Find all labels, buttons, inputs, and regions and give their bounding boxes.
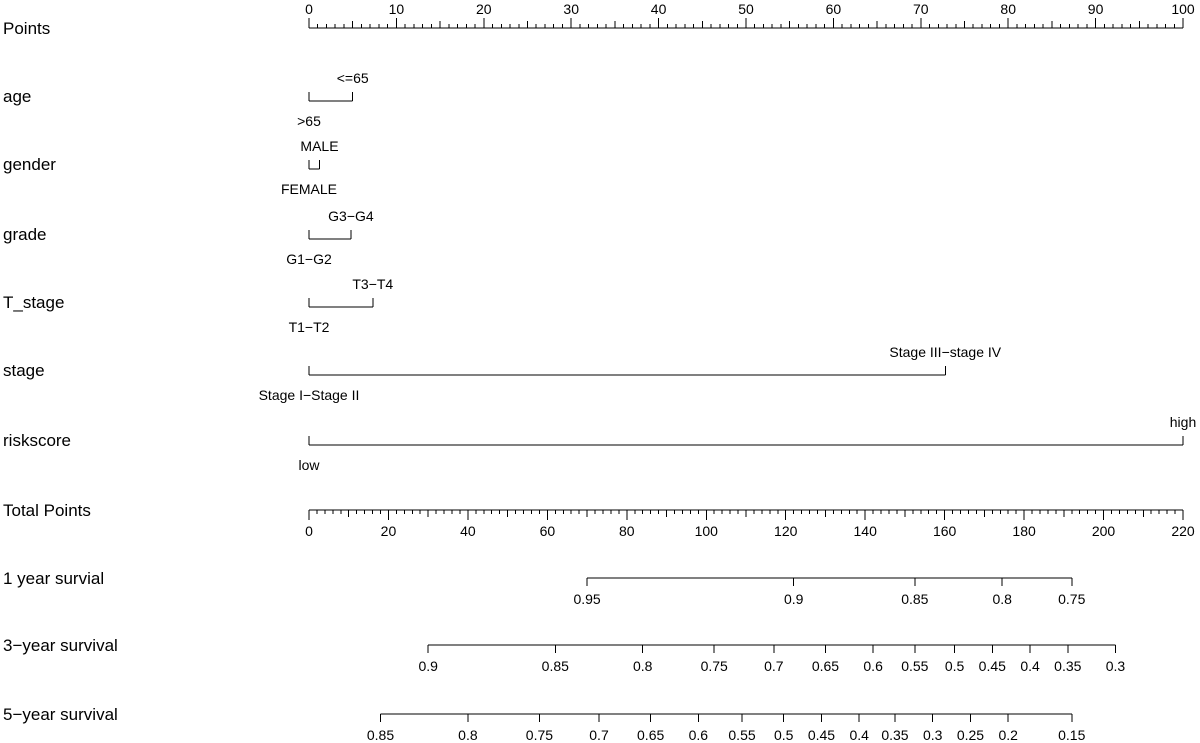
survival_3y-row-label: 3−year survival: [3, 636, 118, 655]
total_points-tick-label: 180: [1012, 523, 1036, 539]
survival_5y-tick-label: 0.8: [458, 727, 478, 743]
age-level-label: >65: [297, 113, 321, 129]
total_points-tick-label: 220: [1171, 523, 1195, 539]
gender-level-label: MALE: [300, 138, 339, 154]
stage-level-label: Stage I−Stage II: [258, 387, 360, 403]
gender-level-label: FEMALE: [280, 181, 338, 197]
survival_3y-tick-label: 0.3: [1105, 658, 1126, 674]
survival_3y-tick-label: 0.8: [632, 658, 653, 674]
total_points-tick-label: 40: [460, 523, 476, 539]
total_points-tick-label: 0: [305, 523, 313, 539]
survival_5y-tick-label: 0.7: [589, 727, 609, 743]
survival_5y-tick-label: 0.3: [922, 727, 943, 743]
points-tick-label: 30: [563, 1, 579, 17]
total_points-tick-label: 100: [694, 523, 718, 539]
survival_1y-tick-label: 0.9: [783, 591, 804, 607]
survival_5y-tick-label: 0.5: [774, 727, 794, 743]
t_stage-level-label: T1−T2: [288, 319, 330, 335]
points-tick-label: 100: [1171, 1, 1195, 17]
points-tick-label: 70: [913, 1, 929, 17]
total_points-row-label: Total Points: [3, 501, 91, 520]
total_points-tick-label: 160: [932, 523, 957, 539]
age-level-label: <=65: [336, 70, 369, 86]
survival_3y-tick-label: 0.35: [1054, 658, 1082, 674]
total_points-tick-label: 140: [853, 523, 877, 539]
survival_3y-tick-label: 0.6: [863, 658, 883, 674]
survival_5y-tick-label: 0.45: [807, 727, 836, 743]
survival_5y-tick-label: 0.65: [637, 727, 665, 743]
riskscore-row-label: riskscore: [3, 431, 72, 450]
survival_5y-tick-label: 0.55: [728, 727, 756, 743]
survival_5y-tick-label: 0.6: [688, 727, 709, 743]
points-tick-label: 0: [305, 1, 313, 17]
survival_5y-tick-label: 0.15: [1058, 727, 1086, 743]
total_points-tick-label: 20: [380, 523, 397, 539]
points-tick-label: 20: [476, 1, 492, 17]
survival_1y-row-label: 1 year survial: [3, 569, 105, 588]
gender-row-label: gender: [3, 155, 56, 174]
survival_3y-tick-label: 0.65: [811, 658, 840, 674]
survival_3y-tick-label: 0.7: [764, 658, 784, 674]
survival_1y-tick-label: 0.75: [1058, 591, 1086, 607]
points-tick-label: 40: [650, 1, 667, 17]
stage-level-label: Stage III−stage IV: [889, 344, 1002, 360]
survival_3y-tick-label: 0.4: [1020, 658, 1040, 674]
t_stage-row-label: T_stage: [3, 293, 65, 312]
total_points-tick-label: 80: [619, 523, 635, 539]
points-tick-label: 90: [1087, 1, 1104, 17]
survival_5y-tick-label: 0.85: [366, 727, 395, 743]
total_points-tick-label: 60: [539, 523, 556, 539]
survival_3y-tick-label: 0.45: [978, 658, 1006, 674]
survival_5y-row-label: 5−year survival: [3, 705, 118, 724]
survival_3y-tick-label: 0.75: [700, 658, 728, 674]
grade-level-label: G3−G4: [328, 208, 374, 224]
survival_1y-tick-label: 0.85: [901, 591, 929, 607]
points-tick-label: 60: [825, 1, 842, 17]
survival_1y-tick-label: 0.95: [573, 591, 601, 607]
riskscore-level-label: high: [1169, 414, 1197, 430]
t_stage-level-label: T3−T4: [352, 276, 394, 292]
grade-level-label: G1−G2: [286, 251, 332, 267]
points-tick-label: 50: [738, 1, 754, 17]
grade-row-label: grade: [3, 225, 47, 244]
total_points-tick-label: 200: [1091, 523, 1116, 539]
stage-row-label: stage: [3, 361, 45, 380]
survival_3y-tick-label: 0.9: [418, 658, 438, 674]
survival_5y-tick-label: 0.4: [849, 727, 869, 743]
survival_3y-tick-label: 0.55: [901, 658, 929, 674]
points-row-label: Points: [3, 19, 51, 38]
age-row-label: age: [3, 87, 32, 106]
survival_5y-tick-label: 0.25: [956, 727, 985, 743]
survival_1y-tick-label: 0.8: [992, 591, 1012, 607]
survival_3y-tick-label: 0.85: [541, 658, 569, 674]
total_points-tick-label: 120: [774, 523, 798, 539]
survival_5y-tick-label: 0.35: [881, 727, 909, 743]
riskscore-level-label: low: [298, 457, 320, 473]
points-tick-label: 80: [1000, 1, 1016, 17]
survival_3y-tick-label: 0.5: [944, 658, 965, 674]
survival_5y-tick-label: 0.75: [525, 727, 554, 743]
survival_5y-tick-label: 0.2: [998, 727, 1018, 743]
points-tick-label: 10: [388, 1, 405, 17]
